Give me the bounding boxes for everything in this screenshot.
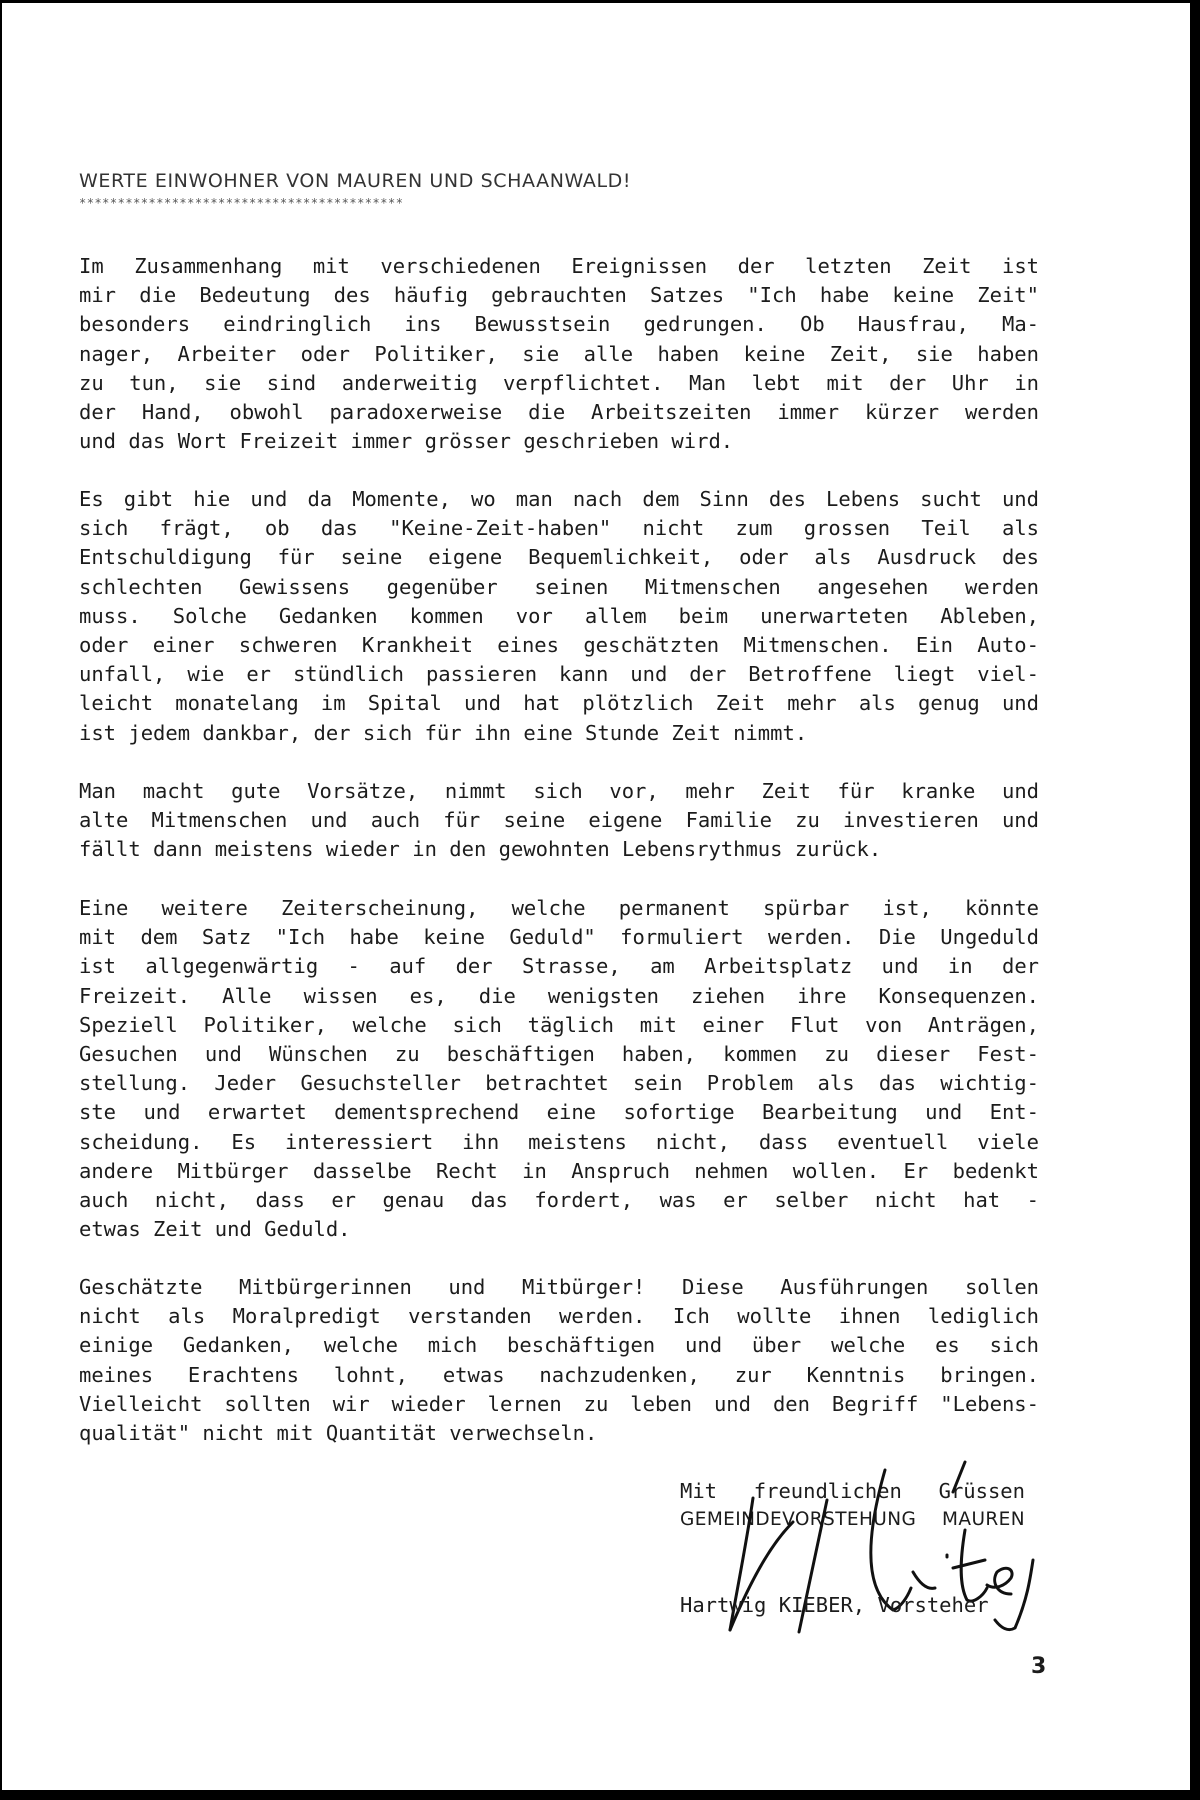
paragraph-1 (79, 252, 1039, 456)
text-line: unfall, wie er stündlich passieren kann und der Betroffene liegt viel- (79, 662, 1039, 687)
text-line: etwas Zeit und Geduld. (79, 1217, 351, 1242)
text-line: fällt dann meistens wieder in den gewohnten Lebensrythmus zurück. (79, 837, 882, 862)
signatory-name: Hartwig KIEBER, Vorsteher (680, 1593, 989, 1617)
text-line: ist jedem dankbar, der sich für ihn eine Stunde Zeit nimmt. (79, 720, 808, 745)
signature-stroke (913, 1572, 935, 1588)
text-line: oder einer schweren Krankheit eines geschätzten Mitmenschen. Ein Auto- (79, 633, 1039, 658)
letter-heading: WERTE EINWOHNER VON MAUREN UND SCHAANWALD! (79, 170, 632, 192)
text-line: stellung. Jeder Gesuchsteller betrachtet sein Problem als das wichtig- (79, 1071, 1039, 1096)
signature-stroke (953, 1560, 985, 1568)
text-line: mir die Bedeutung des häufig gebrauchten Satzes "Ich habe keine Zeit" (79, 283, 1039, 308)
text-line: auch nicht, dass er genau das fordert, was er selber nicht hat - (79, 1188, 1039, 1213)
text-line: Vielleicht sollten wir wieder lernen zu leben und den Begriff "Lebens- (79, 1391, 1039, 1416)
closing-greeting: Mit freundlichen Grüssen (680, 1479, 1025, 1503)
text-line: alte Mitmenschen und auch für seine eigene Familie zu investieren und (79, 808, 1039, 833)
text-line: qualität" nicht mit Quantität verwechseln. (79, 1421, 598, 1446)
heading-underline: ****************************************** (79, 196, 404, 210)
text-line: Speziell Politiker, welche sich täglich mit einer Flut von Anträgen, (79, 1012, 1039, 1037)
text-line: Im Zusammenhang mit verschiedenen Ereignissen der letzten Zeit ist (79, 254, 1039, 278)
text-line: Geschätzte Mitbürgerinnen und Mitbürger! Diese Ausführungen sollen (79, 1275, 1039, 1299)
signature-stroke (953, 1462, 965, 1492)
signature-stroke (987, 1568, 1012, 1594)
text-line: Man macht gute Vorsätze, nimmt sich vor, mehr Zeit für kranke und (79, 779, 1039, 803)
paragraph-5 (79, 1273, 1039, 1448)
text-line: scheidung. Es interessiert ihn meistens nicht, dass eventuell viele (79, 1129, 1039, 1154)
paragraph-4 (79, 894, 1039, 1244)
text-line: Gesuchen und Wünschen zu beschäftigen haben, kommen zu dieser Fest- (79, 1042, 1039, 1067)
text-line: besonders eindringlich ins Bewusstsein gedrungen. Ob Hausfrau, Ma- (79, 312, 1039, 337)
text-line: zu tun, sie sind anderweitig verpflichtet. Man lebt mit der Uhr in (79, 370, 1039, 395)
text-line: andere Mitbürger dasselbe Recht in Anspruch nehmen wollen. Er bedenkt (79, 1158, 1039, 1183)
text-line: und das Wort Freizeit immer grösser geschrieben wird. (79, 429, 734, 454)
signature-stroke (871, 1470, 911, 1610)
text-line: muss. Solche Gedanken kommen vor allem beim unerwarteten Ableben, (79, 603, 1039, 628)
paragraph-2 (79, 485, 1039, 748)
closing-office: GEMEINDEVORSTEHUNG MAUREN (680, 1509, 1025, 1530)
paragraph-3 (79, 777, 1039, 865)
text-line: einige Gedanken, welche mich beschäftigen und über welche es sich (79, 1333, 1039, 1358)
text-line: ist allgegenwärtig - auf der Strasse, am Arbeitsplatz und in der (79, 954, 1039, 979)
text-line: der Hand, obwohl paradoxerweise die Arbeitszeiten immer kürzer werden (79, 400, 1039, 425)
page-number: 3 (1031, 1654, 1047, 1679)
text-line: leicht monatelang im Spital und hat plötzlich Zeit mehr als genug und (79, 691, 1039, 716)
text-line: Es gibt hie und da Momente, wo man nach dem Sinn des Lebens sucht und (79, 487, 1039, 511)
text-line: Eine weitere Zeiterscheinung, welche permanent spürbar ist, könnte (79, 896, 1039, 920)
text-line: nager, Arbeiter oder Politiker, sie alle haben keine Zeit, sie haben (79, 341, 1039, 366)
text-line: sich frägt, ob das "Keine-Zeit-haben" nicht zum grossen Teil als (79, 516, 1039, 541)
text-line: Entschuldigung für seine eigene Bequemlichkeit, oder als Ausdruck des (79, 545, 1039, 570)
text-line: ste und erwartet dementsprechend eine sofortige Bearbeitung und Ent- (79, 1100, 1039, 1125)
text-line: Freizeit. Alle wissen es, die wenigsten ziehen ihre Konsequenzen. (79, 983, 1039, 1008)
text-line: nicht als Moralpredigt verstanden werden. Ich wollte ihnen lediglich (79, 1304, 1039, 1329)
text-line: schlechten Gewissens gegenüber seinen Mitmenschen angesehen werden (79, 574, 1039, 599)
text-line: mit dem Satz "Ich habe keine Geduld" formuliert werden. Die Ungeduld (79, 925, 1039, 950)
text-line: meines Erachtens lohnt, etwas nachzudenken, zur Kenntnis bringen. (79, 1362, 1039, 1387)
